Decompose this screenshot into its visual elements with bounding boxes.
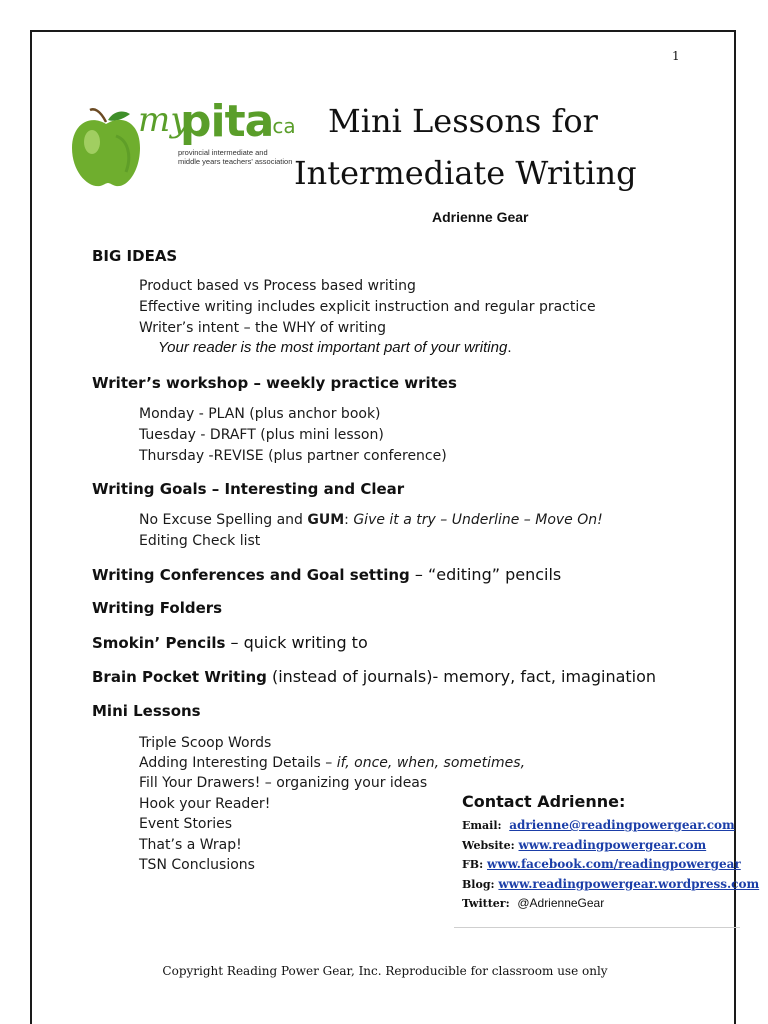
goals-italic: Give it a try – Underline – Move On! bbox=[353, 512, 603, 528]
mini-lesson-item: Hook your Reader! bbox=[139, 796, 271, 812]
smokin-bold: Smokin’ Pencils bbox=[92, 634, 226, 652]
mini-lesson-item: That’s a Wrap! bbox=[139, 837, 242, 853]
mini-lesson-item: Event Stories bbox=[139, 816, 233, 832]
brain-line bbox=[92, 667, 656, 686]
facebook-link[interactable]: www.facebook.com/readingpowergear bbox=[487, 857, 741, 871]
document-page bbox=[30, 30, 760, 1024]
goals-line-1 bbox=[139, 512, 603, 528]
brain-rest: (instead of journals)- memory, fact, imagination bbox=[266, 667, 657, 686]
contact-twitter-row bbox=[462, 896, 604, 910]
smokin-rest: – quick writing to bbox=[225, 633, 368, 652]
mini-lesson-item bbox=[139, 755, 525, 771]
website-label: Website: bbox=[462, 839, 515, 852]
emphasis-period: . bbox=[507, 339, 512, 356]
author-name: Adrienne Gear bbox=[432, 209, 529, 225]
logo-tagline-1: provincial intermediate and bbox=[178, 148, 268, 157]
conferences-rest: – “editing” pencils bbox=[409, 565, 562, 584]
twitter-label: Twitter: bbox=[462, 897, 510, 910]
smokin-line bbox=[92, 633, 368, 652]
mini-lessons-heading: Mini Lessons bbox=[92, 702, 201, 720]
mini-lesson-item: TSN Conclusions bbox=[139, 857, 255, 873]
goals-heading: Writing Goals – Interesting and Clear bbox=[92, 480, 405, 498]
website-link[interactable]: www.readingpowergear.com bbox=[518, 838, 707, 852]
title-line-1: Mini Lessons for bbox=[328, 102, 598, 140]
apple-icon bbox=[70, 106, 142, 190]
contact-blog-row bbox=[462, 877, 759, 891]
big-ideas-heading: BIG IDEAS bbox=[92, 247, 178, 265]
emphasis-text: Your reader is the most important part of your writing bbox=[158, 339, 508, 356]
twitter-handle: @AdrienneGear bbox=[517, 896, 605, 910]
mini-lesson-italic: if, once, when, sometimes, bbox=[336, 755, 526, 771]
contact-email-row bbox=[462, 818, 735, 832]
logo-pita-text: pita bbox=[180, 96, 274, 147]
big-ideas-item: Effective writing includes explicit instruction and regular practice bbox=[139, 299, 596, 315]
mini-lesson-prefix: Adding Interesting Details – bbox=[139, 755, 337, 771]
big-ideas-emphasis bbox=[158, 339, 512, 356]
contact-title: Contact Adrienne: bbox=[462, 792, 626, 811]
workshop-item: Tuesday - DRAFT (plus mini lesson) bbox=[139, 427, 384, 443]
mini-lesson-item: Triple Scoop Words bbox=[139, 735, 272, 751]
contact-divider bbox=[454, 927, 740, 928]
workshop-heading: Writer’s workshop – weekly practice writes bbox=[92, 374, 457, 392]
fb-label: FB: bbox=[462, 858, 484, 871]
goals-line-2: Editing Check list bbox=[139, 533, 261, 549]
big-ideas-item: Writer’s intent – the WHY of writing bbox=[139, 320, 387, 336]
goals-prefix: No Excuse Spelling and bbox=[139, 512, 308, 528]
goals-gum: GUM bbox=[307, 512, 345, 528]
brain-bold: Brain Pocket Writing bbox=[92, 668, 267, 686]
page-number: 1 bbox=[672, 49, 680, 63]
logo-tld-text: .ca bbox=[266, 114, 296, 138]
email-label: Email: bbox=[462, 819, 502, 832]
folders-heading: Writing Folders bbox=[92, 599, 223, 617]
workshop-item: Thursday -REVISE (plus partner conference) bbox=[139, 448, 447, 464]
logo-my-text: my bbox=[138, 100, 190, 140]
logo-tagline bbox=[178, 148, 292, 166]
contact-website-row bbox=[462, 838, 706, 852]
mypita-logo bbox=[70, 96, 296, 200]
conferences-line bbox=[92, 565, 561, 584]
goals-colon: : bbox=[344, 512, 354, 528]
email-link[interactable]: adrienne@readingpowergear.com bbox=[509, 818, 735, 832]
contact-fb-row bbox=[462, 857, 741, 871]
blog-link[interactable]: www.readingpowergear.wordpress.com bbox=[498, 877, 760, 891]
mini-lesson-item: Fill Your Drawers! – organizing your ideas bbox=[139, 775, 428, 791]
blog-label: Blog: bbox=[462, 878, 495, 891]
copyright-footer: Copyright Reading Power Gear, Inc. Reproducible for classroom use only bbox=[162, 964, 608, 978]
logo-tagline-2: middle years teachers' association bbox=[178, 157, 293, 166]
title-line-2: Intermediate Writing bbox=[294, 154, 637, 192]
conferences-bold: Writing Conferences and Goal setting bbox=[92, 566, 410, 584]
big-ideas-item: Product based vs Process based writing bbox=[139, 278, 416, 294]
workshop-item: Monday - PLAN (plus anchor book) bbox=[139, 406, 381, 422]
